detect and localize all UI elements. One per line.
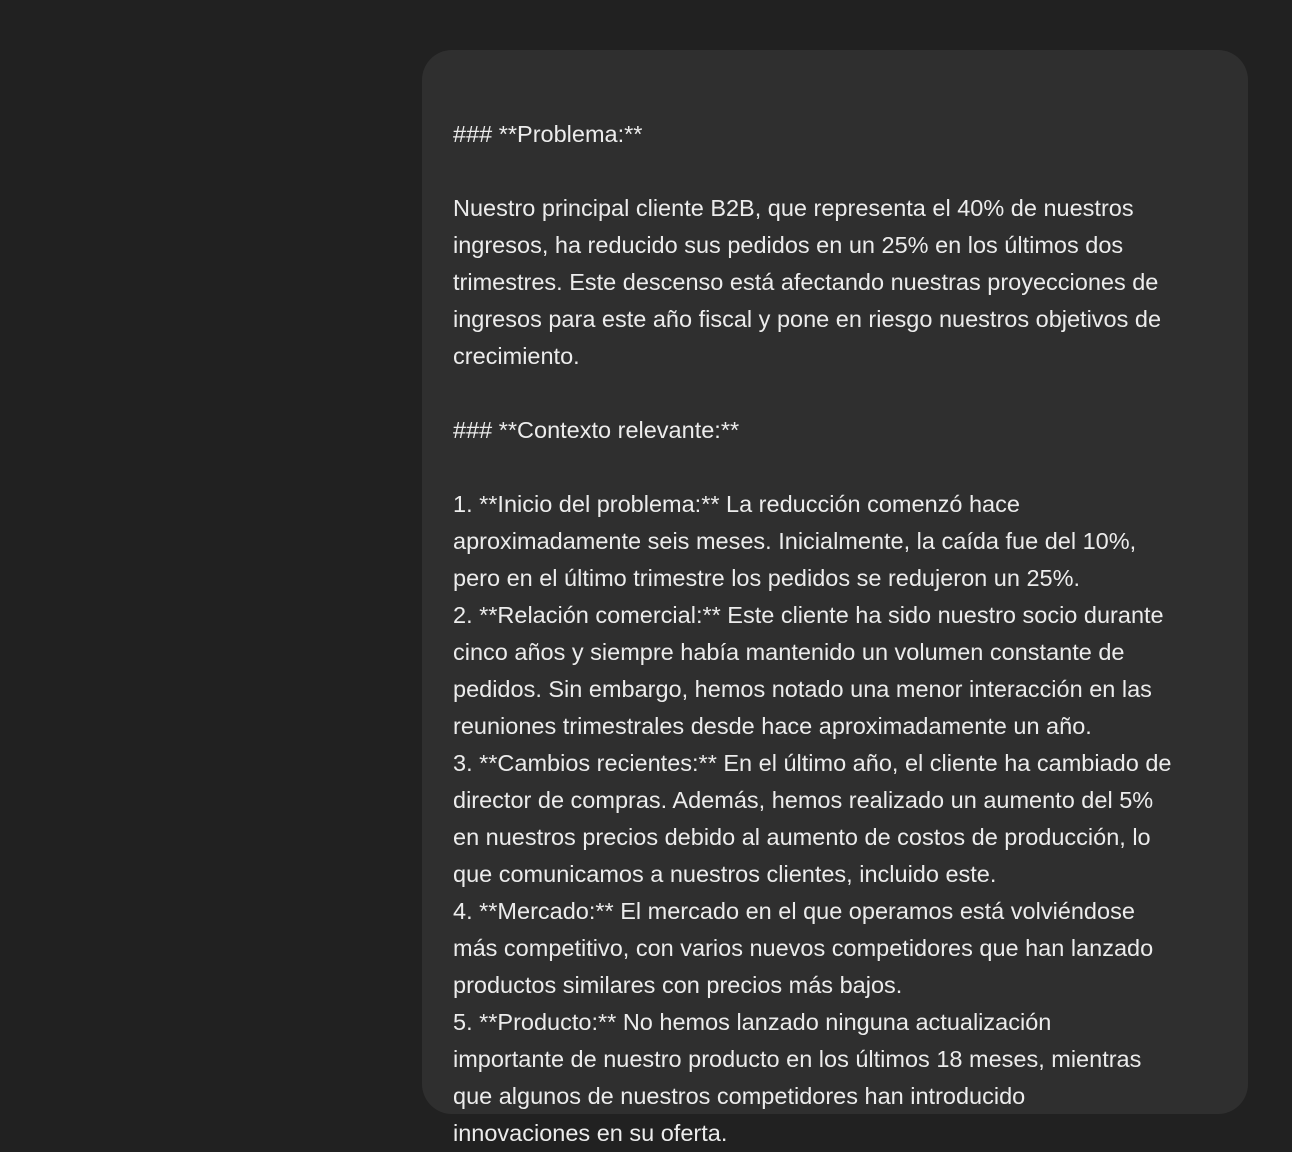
list-item-1-line: 1. **Inicio del problema:** La reducción comenzó hace [453, 491, 1020, 517]
blank-line [453, 153, 1218, 190]
list-item-5-line: importante de nuestro producto en los últimos 18 meses, mientras [453, 1046, 1142, 1072]
list-item-4-line: productos similares con precios más bajos. [453, 972, 903, 998]
heading-contexto: ### **Contexto relevante:** [453, 417, 740, 443]
message-line: ingresos para este año fiscal y pone en riesgo nuestros objetivos de [453, 306, 1162, 332]
list-item-5-line: innovaciones en su oferta. [453, 1120, 728, 1146]
blank-line [453, 375, 1218, 412]
blank-line [453, 449, 1218, 486]
list-item-1-line: pero en el último trimestre los pedidos se redujeron un 25%. [453, 565, 1081, 591]
message-line: trimestres. Este descenso está afectando nuestras proyecciones de [453, 269, 1159, 295]
list-item-2-line: reuniones trimestrales desde hace aproximadamente un año. [453, 713, 1092, 739]
list-item-2-line: pedidos. Sin embargo, hemos notado una menor interacción en las [453, 676, 1152, 702]
list-item-2-line: cinco años y siempre había mantenido un volumen constante de [453, 639, 1125, 665]
list-item-5-line: 5. **Producto:** No hemos lanzado ninguna actualización [453, 1009, 1052, 1035]
message-line: Nuestro principal cliente B2B, que representa el 40% de nuestros [453, 195, 1134, 221]
list-item-3-line: 3. **Cambios recientes:** En el último año, el cliente ha cambiado de [453, 750, 1172, 776]
list-item-2-line: 2. **Relación comercial:** Este cliente ha sido nuestro socio durante [453, 602, 1164, 628]
list-item-3-line: en nuestros precios debido al aumento de costos de producción, lo [453, 824, 1151, 850]
list-item-3-line: director de compras. Además, hemos realizado un aumento del 5% [453, 787, 1154, 813]
list-item-4-line: 4. **Mercado:** El mercado en el que operamos está volviéndose [453, 898, 1135, 924]
heading-problema: ### **Problema:** [453, 121, 643, 147]
list-item-3-line: que comunicamos a nuestros clientes, incluido este. [453, 861, 997, 887]
list-item-4-line: más competitivo, con varios nuevos competidores que han lanzado [453, 935, 1154, 961]
list-item-5-line: que algunos de nuestros competidores han introducido [453, 1083, 1026, 1109]
list-item-1-line: aproximadamente seis meses. Inicialmente, la caída fue del 10%, [453, 528, 1137, 554]
message-line: ingresos, ha reducido sus pedidos en un 25% en los últimos dos [453, 232, 1124, 258]
message-line: crecimiento. [453, 343, 580, 369]
user-message-bubble[interactable] [422, 50, 1248, 1146]
